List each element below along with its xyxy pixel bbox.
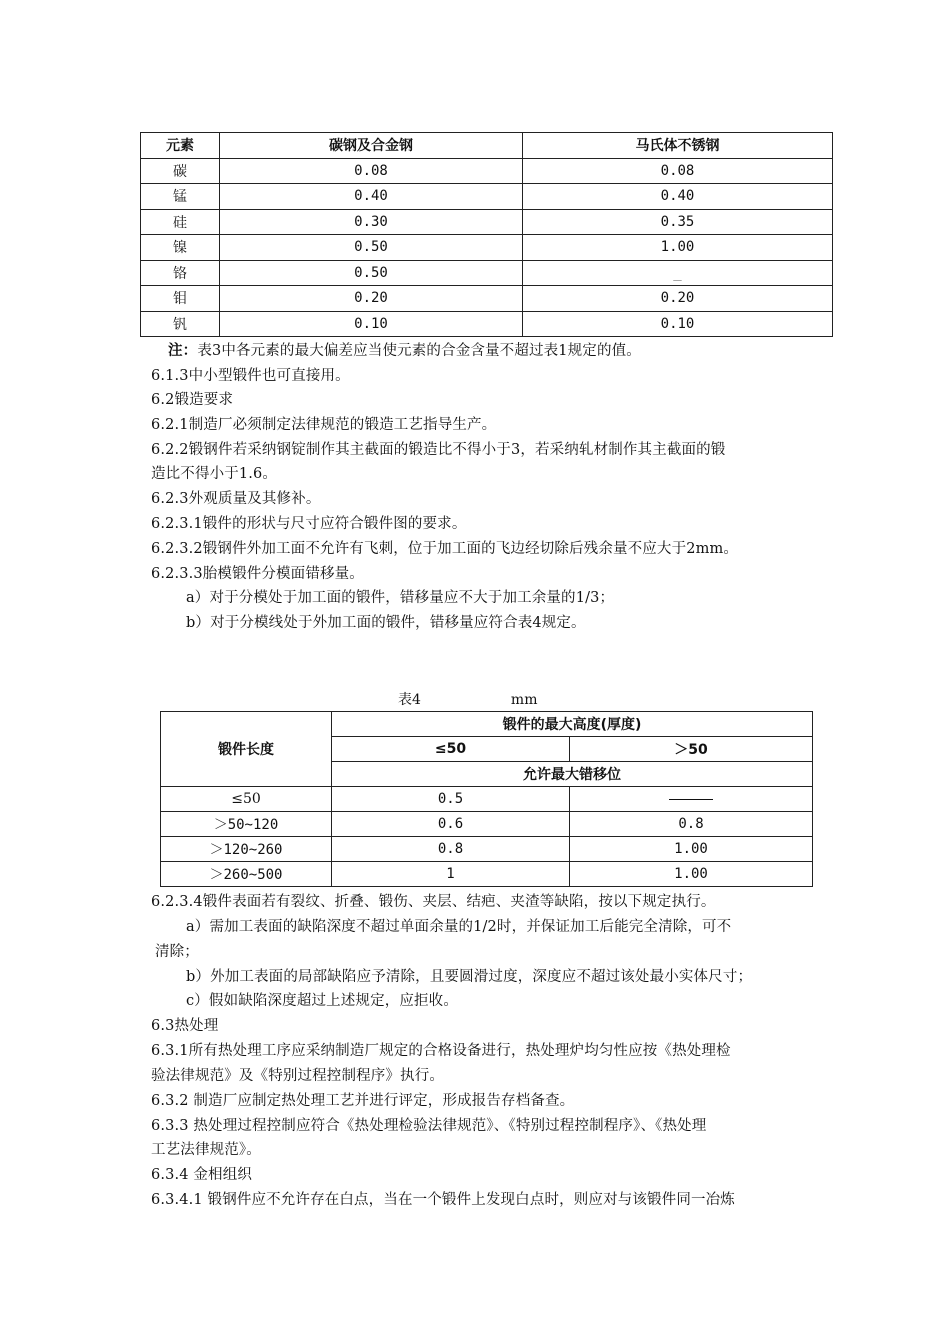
table-cell: 0.50 (220, 235, 523, 261)
table-caption (398, 689, 537, 709)
element-deviation-table (140, 132, 833, 337)
table-cell: 0.20 (523, 286, 833, 312)
column-header-forging-length: 锻件长度 (161, 712, 332, 787)
table-cell: 镍 (141, 235, 220, 261)
table-cell: 0.20 (220, 286, 523, 312)
table-cell: ≤50 (161, 787, 332, 812)
section-heading: 6.2锻造要求 (151, 392, 234, 408)
table-cell: 0.8 (570, 812, 813, 837)
table-cell: 0.35 (523, 209, 833, 235)
table-row (141, 286, 833, 312)
table-cell: 钼 (141, 286, 220, 312)
paragraph-line: 6.1.3中小型锻件也可直接用。 (151, 368, 350, 384)
column-header-allowed-offset: 允许最大错移位 (332, 762, 813, 787)
table-cell: 1 (332, 862, 570, 887)
table-cell: 1.00 (523, 235, 833, 261)
paragraph-line: 6.3.3 热处理过程控制应符合《热处理检验法律规范》、《特别过程控制程序》、《热处理 (151, 1118, 707, 1134)
column-header-carbon-alloy-steel: 碳钢及合金钢 (220, 133, 523, 159)
table-caption-label: 表4 (398, 692, 421, 708)
column-header-le50: ≤50 (332, 737, 570, 762)
table-row (161, 862, 813, 887)
table-cell: 0.40 (523, 184, 833, 210)
table-cell (570, 787, 813, 812)
paragraph-line: 6.2.3.2锻钢件外加工面不允许有飞刺，位于加工面的飞边经切除后残余量不应大于2mm。 (151, 541, 739, 557)
note-text: 表3中各元素的最大偏差应当使元素的合金含量不超过表1规定的值。 (197, 343, 641, 359)
table-cell: 锰 (141, 184, 220, 210)
table-note (168, 341, 641, 361)
list-item: c）假如缺陷深度超过上述规定，应拒收。 (186, 993, 458, 1009)
paragraph-line: 6.2.3.1锻件的形状与尺寸应符合锻件图的要求。 (151, 516, 467, 532)
paragraph-line: 造比不得小于1.6。 (151, 466, 278, 482)
list-item: a）对于分模处于加工面的锻件，错移量应不大于加工余量的1/3； (186, 590, 615, 606)
table-row (141, 209, 833, 235)
table-row (161, 787, 813, 812)
table-cell: 0.5 (332, 787, 570, 812)
misalignment-table (160, 711, 813, 887)
table-row (141, 235, 833, 261)
paragraph-line: 6.2.3.3胎模锻件分模面错移量。 (151, 566, 364, 582)
column-header-martensitic-stainless: 马氏体不锈钢 (523, 133, 833, 159)
table-row (141, 311, 833, 337)
dash-mark (669, 799, 713, 800)
table-header-row (161, 712, 813, 737)
table-cell: _ (523, 260, 833, 286)
paragraph-line: 6.2.3外观质量及其修补。 (151, 491, 321, 507)
table-cell: ＞260~500 (161, 862, 332, 887)
table-row (141, 184, 833, 210)
table-cell: 0.40 (220, 184, 523, 210)
table-cell: 0.08 (523, 158, 833, 184)
table-cell: 0.10 (523, 311, 833, 337)
table-cell: 1.00 (570, 837, 813, 862)
table-cell: 1.00 (570, 862, 813, 887)
paragraph-line: 6.2.1制造厂必须制定法律规范的锻造工艺指导生产。 (151, 417, 497, 433)
list-item-continuation: 清除； (155, 944, 199, 960)
column-header-element: 元素 (141, 133, 220, 159)
paragraph-line: 6.3.1所有热处理工序应采纳制造厂规定的合格设备进行，热处理炉均匀性应按《热处理检 (151, 1043, 731, 1059)
table-cell: 0.6 (332, 812, 570, 837)
table-cell: 钒 (141, 311, 220, 337)
table-row (161, 812, 813, 837)
table-cell: 铬 (141, 260, 220, 286)
list-item: b）对于分模线处于外加工面的锻件，错移量应符合表4规定。 (186, 615, 586, 631)
section-heading: 6.3热处理 (151, 1018, 219, 1034)
paragraph-line: 工艺法律规范》。 (151, 1142, 261, 1158)
table-cell: 硅 (141, 209, 220, 235)
table-row (161, 837, 813, 862)
list-item: a）需加工表面的缺陷深度不超过单面余量的1/2时，并保证加工后能完全清除，可不 (186, 919, 732, 935)
paragraph-line: 6.3.4.1 锻钢件应不允许存在白点，当在一个锻件上发现白点时，则应对与该锻件同一冶炼 (151, 1192, 735, 1208)
table-cell: 0.10 (220, 311, 523, 337)
paragraph-line: 6.2.2锻钢件若采纳钢锭制作其主截面的锻造比不得小于3，若采纳轧材制作其主截面的锻 (151, 442, 726, 458)
table-cell: ＞120~260 (161, 837, 332, 862)
note-label: 注： (168, 343, 198, 359)
column-header-gt50: ＞50 (570, 737, 813, 762)
table-cell: 0.08 (220, 158, 523, 184)
table-row (141, 260, 833, 286)
paragraph-line: 6.3.2 制造厂应制定热处理工艺并进行评定，形成报告存档备查。 (151, 1093, 575, 1109)
table-row (141, 158, 833, 184)
section-heading: 6.3.4 金相组织 (151, 1167, 253, 1183)
table-cell: 碳 (141, 158, 220, 184)
table-header-row (141, 133, 833, 159)
table-cell: 0.50 (220, 260, 523, 286)
table-cell: 0.8 (332, 837, 570, 862)
paragraph-line: 验法律规范》及《特别过程控制程序》执行。 (151, 1068, 444, 1084)
column-header-max-height: 锻件的最大高度(厚度) (332, 712, 813, 737)
table-unit: mm (510, 692, 538, 708)
table-cell: ＞50~120 (161, 812, 332, 837)
table-cell: 0.30 (220, 209, 523, 235)
paragraph-line: 6.2.3.4锻件表面若有裂纹、折叠、锻伤、夹层、结疤、夹渣等缺陷，按以下规定执行。 (151, 894, 716, 910)
list-item: b）外加工表面的局部缺陷应予清除，且要圆滑过度，深度应不超过该处最小实体尺寸； (186, 969, 753, 985)
